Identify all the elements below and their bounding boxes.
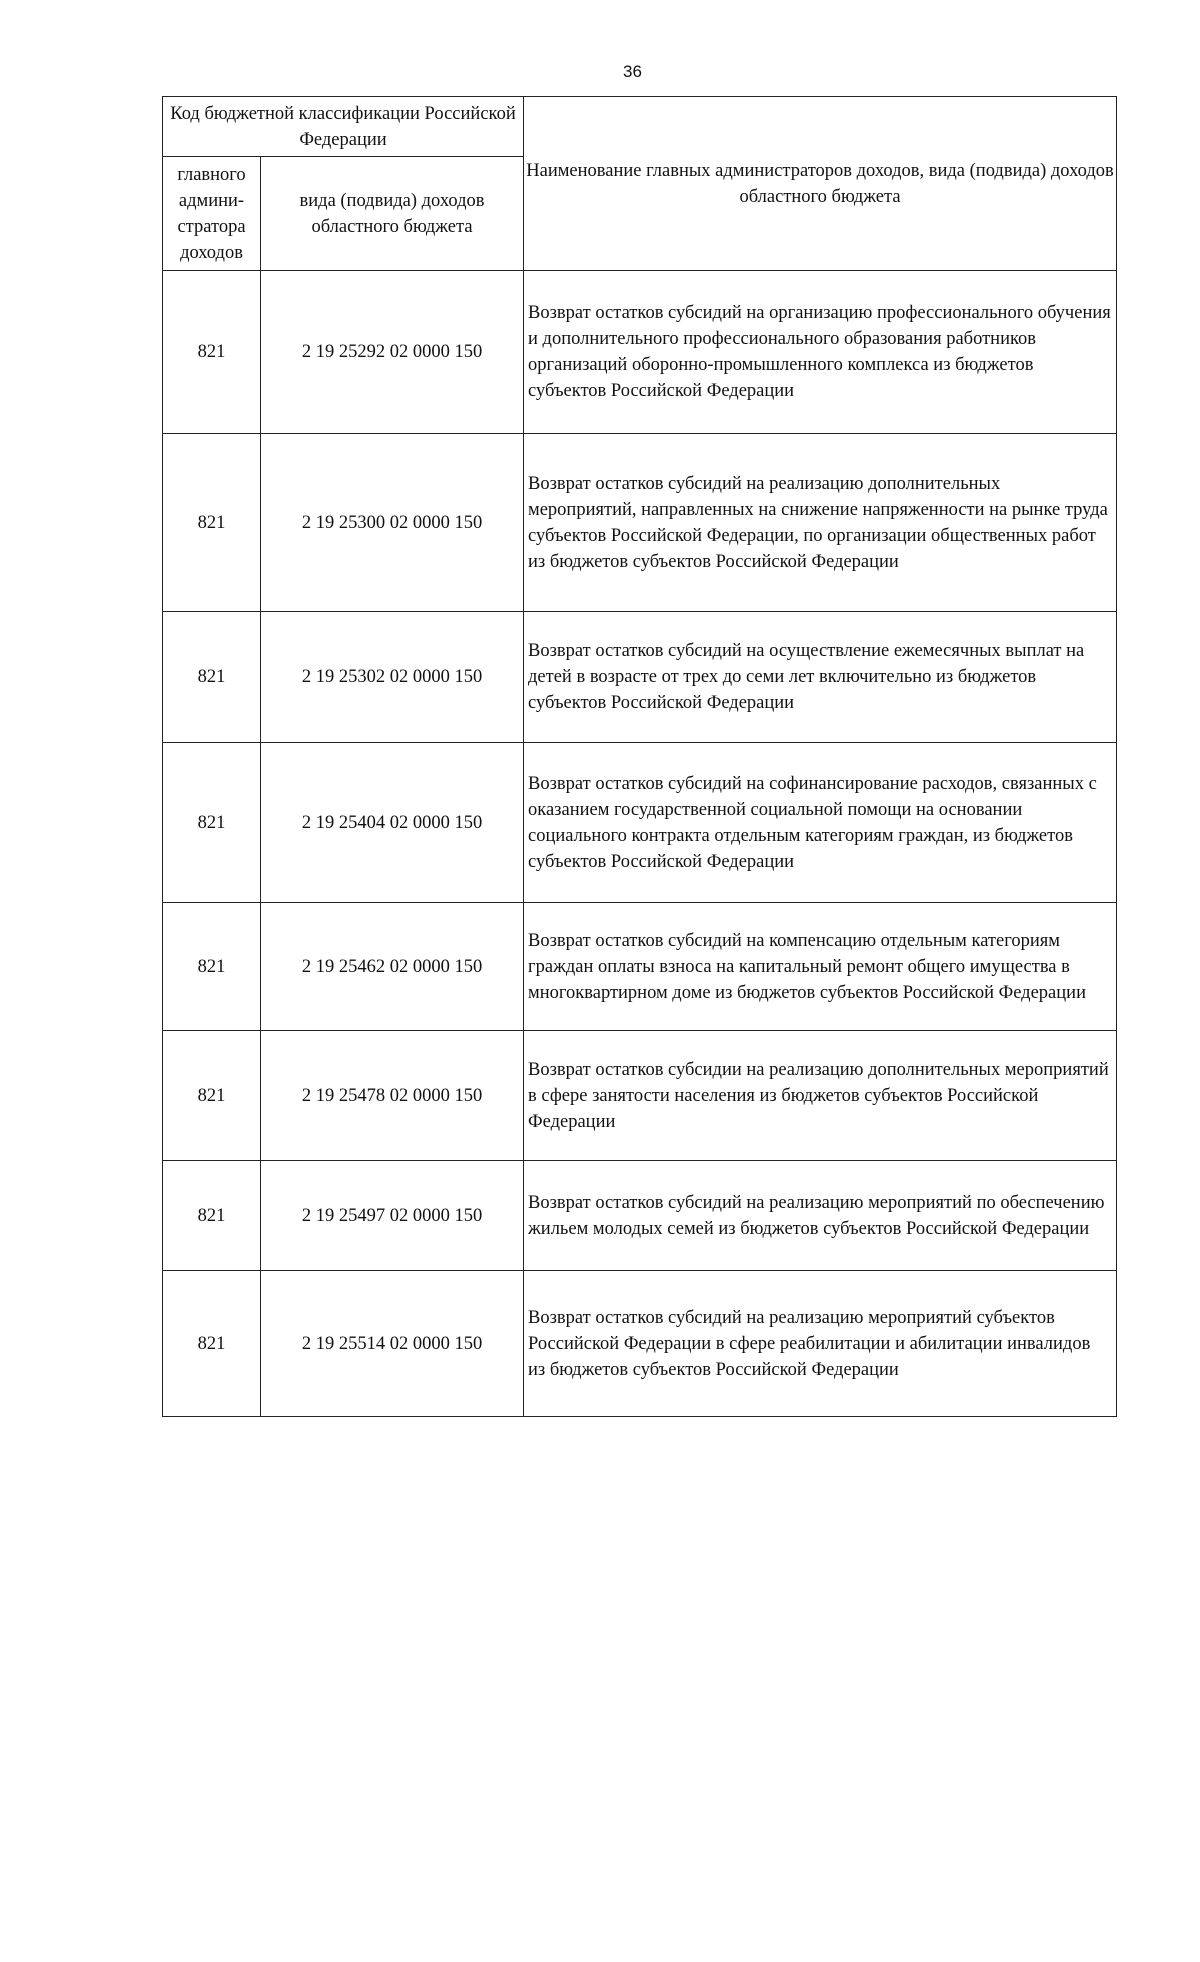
header-admin-column: главного админи-стратора доходов bbox=[163, 157, 261, 271]
table-row bbox=[163, 1161, 1117, 1271]
income-name-cell: Возврат остатков субсидий на компенсацию отдельным категориям граждан оплаты взноса на капитальный ремонт общего имущества в многоквартирном доме из бюджетов субъектов Российской Федерации bbox=[524, 903, 1117, 1031]
income-code-cell: 2 19 25462 02 0000 150 bbox=[261, 903, 524, 1031]
admin-code-cell: 821 bbox=[163, 743, 261, 903]
table-row bbox=[163, 1031, 1117, 1161]
income-code-cell: 2 19 25302 02 0000 150 bbox=[261, 612, 524, 743]
page-number: 36 bbox=[623, 62, 642, 81]
income-name-cell: Возврат остатков субсидий на реализацию дополнительных мероприятий, направленных на снижение напряженности на рынке труда субъектов Российской Федерации, по организации общественных работ из бюджетов субъектов Российской Федерации bbox=[524, 434, 1117, 612]
income-code-cell: 2 19 25292 02 0000 150 bbox=[261, 271, 524, 434]
table-row bbox=[163, 1271, 1117, 1417]
header-code-column: вида (подвида) доходов областного бюджета bbox=[261, 157, 524, 271]
admin-code-cell: 821 bbox=[163, 1161, 261, 1271]
income-code-cell: 2 19 25404 02 0000 150 bbox=[261, 743, 524, 903]
income-name-cell: Возврат остатков субсидий на софинансирование расходов, связанных с оказанием государственной социальной помощи на основании социального контракта отдельным категориям граждан, из бюджетов субъектов Российской Федерации bbox=[524, 743, 1117, 903]
admin-code-cell: 821 bbox=[163, 903, 261, 1031]
table-row bbox=[163, 743, 1117, 903]
admin-code-cell: 821 bbox=[163, 1271, 261, 1417]
table-row bbox=[163, 903, 1117, 1031]
income-code-cell: 2 19 25300 02 0000 150 bbox=[261, 434, 524, 612]
admin-code-cell: 821 bbox=[163, 612, 261, 743]
table-row bbox=[163, 271, 1117, 434]
table-row bbox=[163, 434, 1117, 612]
income-name-cell: Возврат остатков субсидий на организацию профессионального обучения и дополнительного профессионального образования работников организаций оборонно-промышленного комплекса из бюджетов субъектов Российской Федерации bbox=[524, 271, 1117, 434]
income-code-cell: 2 19 25497 02 0000 150 bbox=[261, 1161, 524, 1271]
admin-code-cell: 821 bbox=[163, 1031, 261, 1161]
income-name-cell: Возврат остатков субсидии на реализацию дополнительных мероприятий в сфере занятости населения из бюджетов субъектов Российской Федерации bbox=[524, 1031, 1117, 1161]
table-row bbox=[163, 612, 1117, 743]
table-header bbox=[163, 97, 1117, 271]
income-name-cell: Возврат остатков субсидий на осуществление ежемесячных выплат на детей в возрасте от трех до семи лет включительно из бюджетов субъектов Российской Федерации bbox=[524, 612, 1117, 743]
admin-code-cell: 821 bbox=[163, 434, 261, 612]
budget-classification-table bbox=[162, 96, 1117, 1417]
income-name-cell: Возврат остатков субсидий на реализацию мероприятий по обеспечению жильем молодых семей из бюджетов субъектов Российской Федерации bbox=[524, 1161, 1117, 1271]
income-code-cell: 2 19 25478 02 0000 150 bbox=[261, 1031, 524, 1161]
income-code-cell: 2 19 25514 02 0000 150 bbox=[261, 1271, 524, 1417]
header-group-label: Код бюджетной классификации Российской Федерации bbox=[163, 97, 524, 157]
admin-code-cell: 821 bbox=[163, 271, 261, 434]
header-name-column: Наименование главных администраторов доходов, вида (подвида) доходов областного бюджета bbox=[524, 97, 1117, 271]
income-name-cell: Возврат остатков субсидий на реализацию мероприятий субъектов Российской Федерации в сфере реабилитации и абилитации инвалидов из бюджетов субъектов Российской Федерации bbox=[524, 1271, 1117, 1417]
